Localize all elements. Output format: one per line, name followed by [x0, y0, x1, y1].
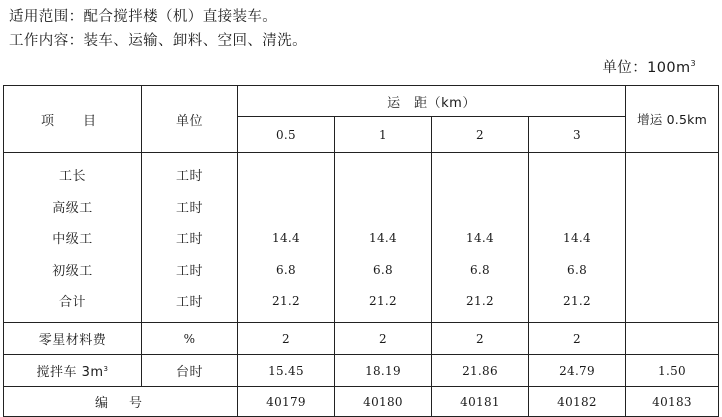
scope-note: 适用范围：配合搅拌楼（机）直接装车。	[9, 9, 278, 25]
work-content-note: 工作内容：装车、运输、卸料、空回、清洗。	[9, 33, 307, 49]
materials-row	[4, 323, 719, 355]
row-unit: %	[142, 323, 238, 355]
notes-block	[9, 5, 307, 53]
unit-superscript: 3	[690, 59, 696, 68]
row-item	[4, 355, 142, 387]
code-value: 40183	[626, 387, 719, 417]
row-value: 14.4	[432, 222, 529, 254]
header-distance-1: 1	[335, 117, 432, 153]
row-unit: 工时	[142, 254, 238, 286]
row-value: 6.8	[335, 254, 432, 286]
row-value	[626, 254, 719, 286]
header-increment: 增运 0.5km	[626, 86, 719, 153]
row-unit: 工时	[142, 222, 238, 254]
row-value: 1.50	[626, 355, 719, 387]
row-item: 高级工	[4, 191, 142, 222]
header-unit: 单位	[142, 86, 238, 153]
quota-table	[3, 85, 719, 417]
row-value: 2	[432, 323, 529, 355]
row-value: 2	[238, 323, 335, 355]
header-distance-group: 运 距（km）	[238, 86, 626, 117]
row-item-superscript: 3	[103, 365, 109, 373]
row-item: 合计	[4, 286, 142, 323]
row-item: 初级工	[4, 254, 142, 286]
row-value: 2	[335, 323, 432, 355]
row-value: 2	[529, 323, 626, 355]
code-value: 40179	[238, 387, 335, 417]
labor-row-intermediate	[4, 222, 719, 254]
row-item: 中级工	[4, 222, 142, 254]
labor-row-junior	[4, 254, 719, 286]
header-distance-2: 2	[432, 117, 529, 153]
row-value	[432, 191, 529, 222]
row-value	[626, 191, 719, 222]
row-value: 15.45	[238, 355, 335, 387]
row-value	[335, 191, 432, 222]
row-value: 6.8	[529, 254, 626, 286]
code-value: 40180	[335, 387, 432, 417]
row-value	[238, 153, 335, 191]
row-unit: 工时	[142, 153, 238, 191]
row-value: 21.2	[432, 286, 529, 323]
header-distance-0: 0.5	[238, 117, 335, 153]
row-value: 21.2	[335, 286, 432, 323]
row-value: 21.2	[238, 286, 335, 323]
header-distance-3: 3	[529, 117, 626, 153]
mixer-truck-row	[4, 355, 719, 387]
row-value: 21.86	[432, 355, 529, 387]
code-value: 40182	[529, 387, 626, 417]
row-value	[626, 286, 719, 323]
row-value: 21.2	[529, 286, 626, 323]
row-unit: 工时	[142, 191, 238, 222]
row-value	[626, 323, 719, 355]
labor-row-senior	[4, 191, 719, 222]
code-row	[4, 387, 719, 417]
row-item-text: 搅拌车 3m	[36, 365, 104, 380]
labor-row-foreman	[4, 153, 719, 191]
row-value	[529, 153, 626, 191]
row-value: 24.79	[529, 355, 626, 387]
row-value	[626, 153, 719, 191]
unit-text: 单位：100m	[602, 60, 691, 76]
code-label: 编 号	[4, 387, 238, 417]
row-unit: 工时	[142, 286, 238, 323]
row-value: 18.19	[335, 355, 432, 387]
row-value: 14.4	[529, 222, 626, 254]
row-unit: 台时	[142, 355, 238, 387]
header-item: 项 目	[4, 86, 142, 153]
row-value	[529, 191, 626, 222]
code-value: 40181	[432, 387, 529, 417]
row-value: 6.8	[432, 254, 529, 286]
row-value	[432, 153, 529, 191]
row-value	[238, 191, 335, 222]
row-value	[626, 222, 719, 254]
row-item: 零星材料费	[4, 323, 142, 355]
row-value: 6.8	[238, 254, 335, 286]
row-value: 14.4	[238, 222, 335, 254]
row-value: 14.4	[335, 222, 432, 254]
row-item: 工长	[4, 153, 142, 191]
header-row-top	[4, 86, 719, 117]
labor-row-total	[4, 286, 719, 323]
unit-label	[602, 56, 696, 77]
row-value	[335, 153, 432, 191]
